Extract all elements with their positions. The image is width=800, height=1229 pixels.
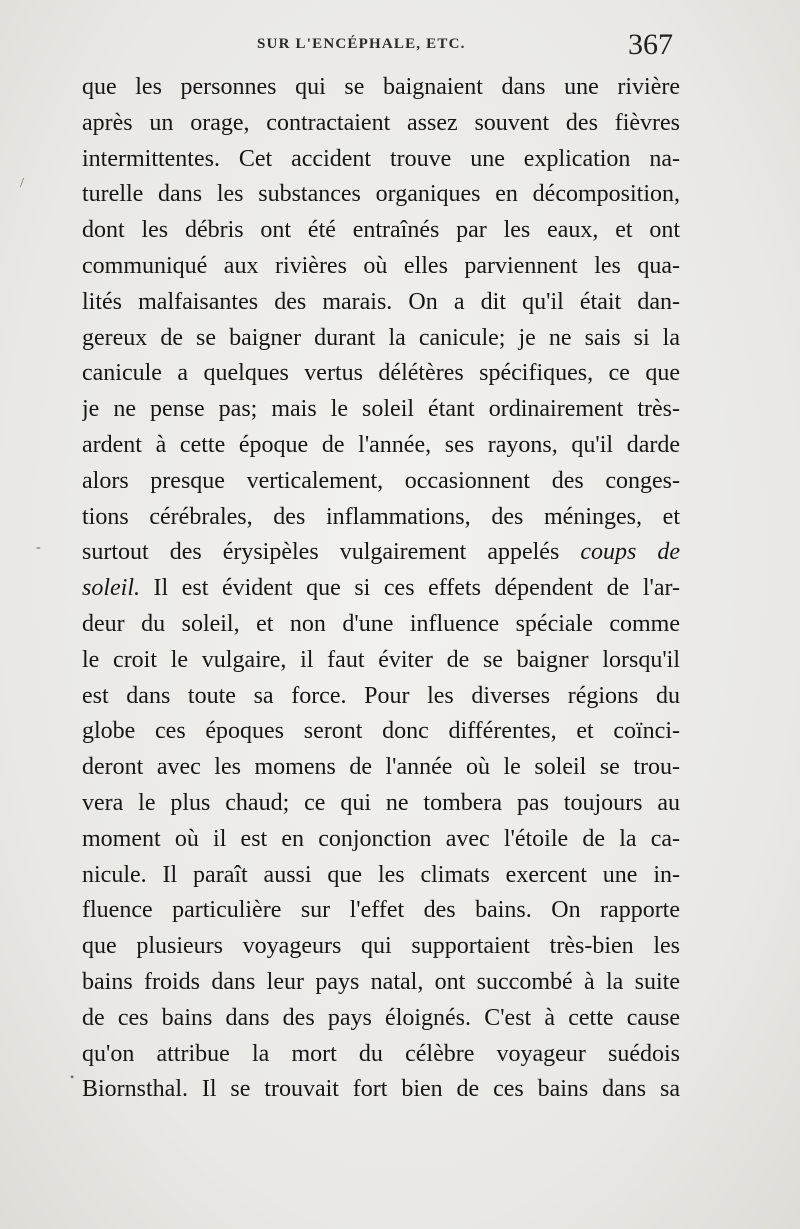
body-text bbox=[82, 70, 680, 1108]
text-line bbox=[82, 858, 680, 894]
text-line bbox=[82, 571, 680, 607]
line-text: intermittentes. Cet accident trouve une explication na- bbox=[82, 145, 680, 172]
line-text: communiqué aux rivières où elles parviennent les qua- bbox=[82, 252, 680, 279]
running-title: SUR L'ENCÉPHALE, ETC. bbox=[257, 36, 466, 52]
text-line bbox=[82, 249, 680, 285]
line-text: tions cérébrales, des inflammations, des méninges, et bbox=[82, 503, 680, 530]
line-text: canicule a quelques vertus délétères spécifiques, ce que bbox=[82, 360, 680, 387]
text-line bbox=[82, 679, 680, 715]
line-text: après un orage, contractaient assez souvent des fièvres bbox=[82, 109, 680, 136]
line-text: gereux de se baigner durant la canicule; je ne sais si la bbox=[82, 324, 680, 351]
text-line bbox=[82, 786, 680, 822]
text-line bbox=[82, 70, 680, 106]
line-text: qu'on attribue la mort du célèbre voyageur suédois bbox=[82, 1040, 680, 1067]
line-text: lités malfaisantes des marais. On a dit qu'il était dan- bbox=[82, 288, 680, 315]
line-text: que les personnes qui se baignaient dans une rivière bbox=[82, 74, 680, 100]
text-line bbox=[82, 321, 680, 357]
line-text: de ces bains dans des pays éloignés. C'est à cette cause bbox=[82, 1004, 680, 1031]
text-line bbox=[82, 714, 680, 750]
text-line bbox=[82, 428, 680, 464]
page-number: 367 bbox=[628, 28, 673, 61]
line-text: alors presque verticalement, occasionnent des conges- bbox=[82, 467, 680, 494]
line-text: fluence particulière sur l'effet des bains. On rapporte bbox=[82, 897, 680, 924]
text-line bbox=[82, 285, 680, 321]
text-line bbox=[82, 535, 680, 571]
text-line bbox=[82, 464, 680, 500]
text-line bbox=[82, 822, 680, 858]
line-text: Il est évident que si ces effets dépendent de l'ar- bbox=[140, 575, 680, 602]
line-text: que plusieurs voyageurs qui supportaient très-bien les bbox=[82, 933, 680, 960]
page-header bbox=[0, 30, 800, 70]
margin-speck: ‐ bbox=[36, 540, 41, 555]
line-text: bains froids dans leur pays natal, ont succombé à la suite bbox=[82, 968, 680, 995]
text-line bbox=[82, 643, 680, 679]
text-line bbox=[82, 106, 680, 142]
text-line bbox=[82, 392, 680, 428]
italic-phrase: soleil. bbox=[82, 575, 140, 602]
line-text: dont les débris ont été entraînés par les eaux, et ont bbox=[82, 217, 680, 244]
text-line bbox=[82, 893, 680, 929]
text-line bbox=[82, 929, 680, 965]
text-line bbox=[82, 142, 680, 178]
line-text: globe ces époques seront donc différentes, et coïnci- bbox=[82, 718, 680, 745]
line-text: nicule. Il paraît aussi que les climats exercent une in- bbox=[82, 861, 680, 888]
line-text: vera le plus chaud; ce qui ne tombera pas toujours au bbox=[82, 789, 680, 816]
text-line bbox=[82, 1072, 680, 1108]
line-text: Biornsthal. Il se trouvait fort bien de ces bains dans sa bbox=[82, 1076, 680, 1103]
text-line bbox=[82, 213, 680, 249]
text-line bbox=[82, 1037, 680, 1073]
line-text: le croit le vulgaire, il faut éviter de se baigner lorsqu'il bbox=[82, 646, 680, 673]
text-line bbox=[82, 607, 680, 643]
text-line bbox=[82, 500, 680, 536]
line-text: moment où il est en conjonction avec l'étoile de la ca- bbox=[82, 825, 680, 852]
line-text: je ne pense pas; mais le soleil étant ordinairement très- bbox=[82, 396, 680, 423]
text-line bbox=[82, 356, 680, 392]
line-text: ardent à cette époque de l'année, ses rayons, qu'il darde bbox=[82, 431, 680, 458]
margin-speck: / bbox=[20, 176, 24, 191]
line-text: deur du soleil, et non d'une influence spéciale comme bbox=[82, 610, 680, 637]
line-text: est dans toute sa force. Pour les diverses régions du bbox=[82, 682, 680, 709]
margin-speck: • bbox=[70, 1070, 75, 1084]
text-line bbox=[82, 750, 680, 786]
text-line bbox=[82, 965, 680, 1001]
line-text: turelle dans les substances organiques en décomposition, bbox=[82, 181, 680, 208]
text-line bbox=[82, 1001, 680, 1037]
text-line bbox=[82, 177, 680, 213]
line-text: surtout des érysipèles vulgairement appelés bbox=[82, 539, 581, 566]
line-text: deront avec les momens de l'année où le soleil se trou- bbox=[82, 754, 680, 781]
italic-phrase: coups de bbox=[580, 539, 680, 566]
